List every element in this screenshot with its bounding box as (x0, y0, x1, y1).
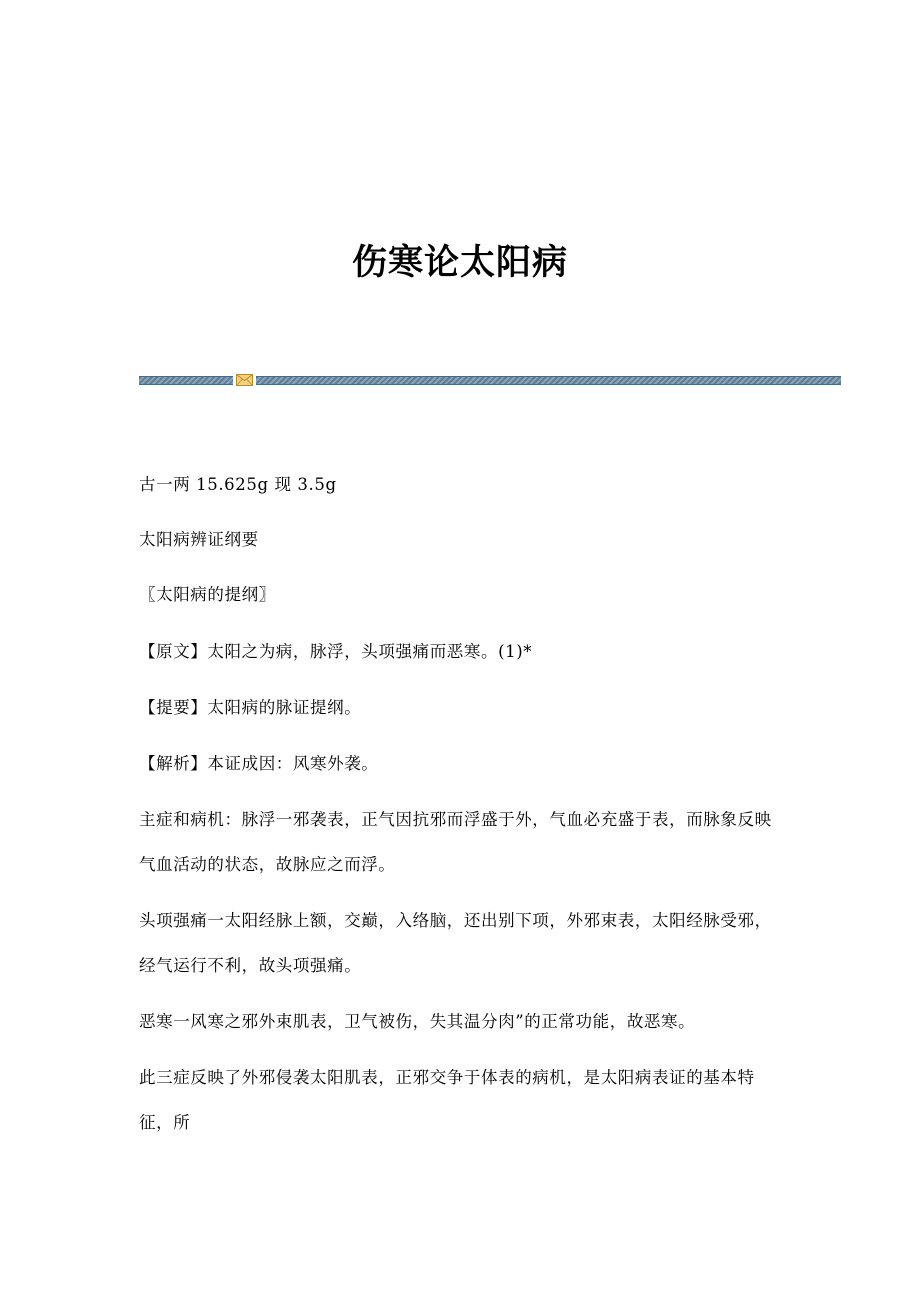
paragraph-analysis: 【解析】本证成因：风寒外袭。 (139, 754, 379, 773)
paragraph-headache: 头项强痛一太阳经脉上额，交巅，入络脑，还出别下项，外邪束表，太阳经脉受邪，经气运行不利，故头项强痛。 (139, 911, 772, 975)
divider-bar-left (139, 376, 233, 385)
paragraph-conclusion: 此三症反映了外邪侵袭太阳肌表，正邪交争于体表的病机，是太阳病表证的基本特征，所 (139, 1068, 755, 1132)
paragraph-aversion-to-cold: 恶寒一风寒之邪外束肌表，卫气被伤，失其温分肉”的正常功能，故恶寒。 (139, 1012, 696, 1031)
divider-bar-right (256, 376, 841, 385)
paragraph-main-symptoms: 主症和病机：脉浮一邪袭表，正气因抗邪而浮盛于外，气血必充盛于表，而脉象反映气血活动的状态，故脉应之而浮。 (139, 810, 772, 874)
paragraph-unit-conversion: 古一两 15.625g 现 3.5g (139, 475, 337, 494)
paragraph-summary: 【提要】太阳病的脉证提纲。 (139, 698, 362, 717)
paragraph-section-heading: 太阳病辨证纲要 (139, 530, 259, 549)
title-divider (139, 374, 841, 386)
paragraph-original-text: 【原文】太阳之为病，脉浮，头项强痛而恶寒。(1)* (139, 642, 533, 661)
paragraph-subsection-heading: 〖太阳病的提纲〗 (139, 585, 276, 604)
envelope-ornament-icon (236, 374, 253, 386)
page-title: 伤寒论太阳病 (351, 242, 568, 284)
